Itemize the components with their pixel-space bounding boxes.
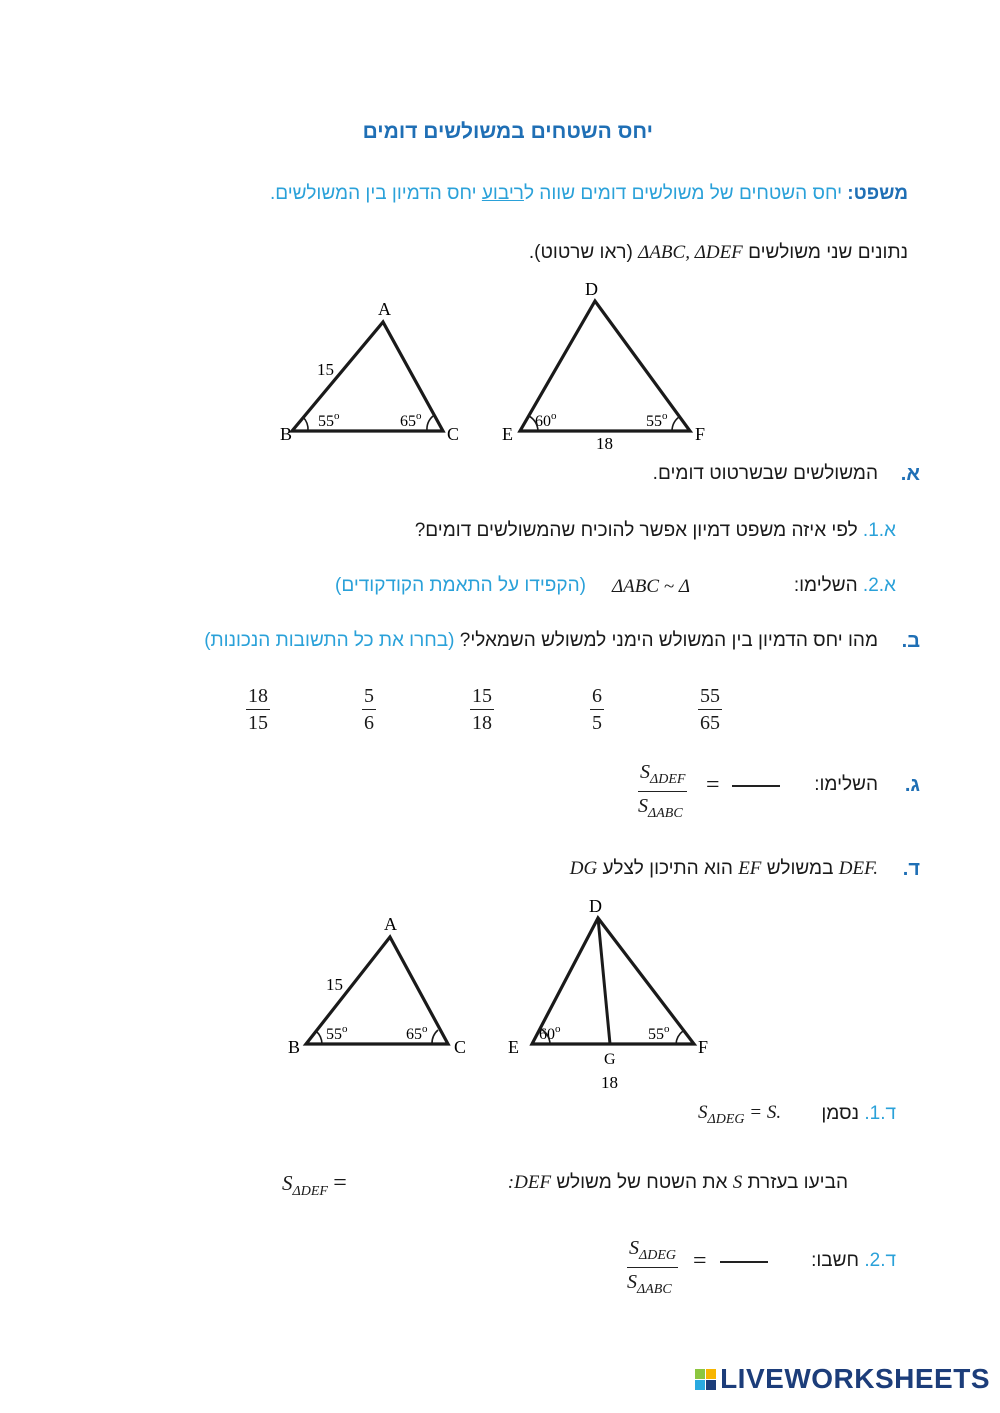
section-c-marker: ג. bbox=[904, 774, 920, 796]
triangles-figure-2 bbox=[280, 890, 740, 1095]
angle-f-2: 55$^o$ bbox=[648, 1023, 670, 1043]
vertex-c: C bbox=[447, 424, 460, 444]
angle-b-2: 55$^o$ bbox=[326, 1023, 348, 1043]
question-a1-number: א.1. bbox=[862, 520, 896, 541]
section-d-marker: ד. bbox=[902, 858, 920, 880]
question-a2-math: ΔABC ~ Δ bbox=[612, 576, 690, 597]
ratio-option-2[interactable]: $\frac{6}{5}$ bbox=[592, 685, 602, 734]
logo-mark-icon bbox=[695, 1369, 716, 1390]
theorem-label: משפט: bbox=[847, 183, 908, 204]
side-ab-length-2: 15 bbox=[326, 975, 343, 994]
side-ab-length: 15 bbox=[317, 360, 334, 379]
ratio-option-4[interactable]: $\frac{5}{6}$ bbox=[364, 685, 374, 734]
given-math: ΔABC, ΔDEF bbox=[638, 242, 743, 263]
question-d1-text: נסמן bbox=[821, 1103, 860, 1124]
ratio-option-1[interactable]: $\frac{55}{65}$ bbox=[700, 685, 720, 734]
vertex-f-2: F bbox=[698, 1037, 709, 1057]
vertex-c-2: C bbox=[454, 1037, 467, 1057]
vertex-d: D bbox=[585, 279, 598, 299]
question-d1 bbox=[821, 1103, 896, 1125]
question-d2-equals: = bbox=[693, 1248, 707, 1274]
vertex-a: A bbox=[378, 299, 391, 319]
angle-c-2: 65$^o$ bbox=[406, 1023, 428, 1043]
section-d-text: DG הוא התיכון לצלע EF במשולש DEF. bbox=[569, 858, 878, 879]
vertex-g: G bbox=[604, 1051, 616, 1068]
vertex-f: F bbox=[695, 424, 706, 444]
median-dg bbox=[598, 918, 610, 1044]
section-c-answer-blank[interactable] bbox=[732, 785, 780, 787]
theorem-text-before: יחס השטחים של משולשים דומים שווה ל bbox=[523, 183, 848, 204]
question-a1 bbox=[415, 520, 896, 542]
area-def-answer-label: $S_{\Delta DEF}$ = bbox=[282, 1170, 347, 1200]
section-b-line bbox=[204, 630, 878, 652]
question-d2 bbox=[811, 1250, 896, 1272]
question-a2-label: השלימו: bbox=[793, 575, 858, 596]
question-d2-label: חשבו: bbox=[811, 1250, 860, 1271]
vertex-e: E bbox=[502, 424, 513, 444]
section-c-equals: = bbox=[706, 772, 720, 798]
angle-f: 55$^o$ bbox=[646, 410, 668, 430]
theorem-line bbox=[270, 183, 908, 205]
side-ef-length-2: 18 bbox=[601, 1073, 618, 1092]
question-d1-number: ד.1. bbox=[864, 1103, 896, 1124]
question-d2-number: ד.2. bbox=[864, 1250, 896, 1271]
question-d2-answer-blank[interactable] bbox=[720, 1261, 768, 1263]
question-d1-express: הביעו בעזרת S את השטח של משולש DEF: bbox=[507, 1172, 848, 1193]
angle-b: 55$^o$ bbox=[318, 410, 340, 430]
vertex-b: B bbox=[280, 424, 293, 444]
question-a2-hint: (הקפידו על התאמת הקודקודים) bbox=[335, 575, 586, 596]
question-a2-number: א.2. bbox=[862, 575, 896, 596]
section-a-marker: א. bbox=[900, 463, 920, 485]
question-a2 bbox=[794, 575, 896, 597]
side-ef-length: 18 bbox=[596, 434, 613, 453]
area-ratio-def-abc: $S_{\Delta DEF}$ $S_{\Delta ABC}$ bbox=[638, 761, 686, 821]
given-suffix: (ראו שרטוט). bbox=[528, 242, 633, 263]
theorem-underlined: ריבוע bbox=[481, 183, 524, 204]
vertex-e-2: E bbox=[508, 1037, 519, 1057]
ratio-option-3[interactable]: $\frac{15}{18}$ bbox=[472, 685, 492, 734]
given-text: נתונים שני משולשים bbox=[748, 242, 908, 263]
section-b-hint: (בחרו את כל התשובות הנכונות) bbox=[204, 630, 455, 651]
given-line bbox=[529, 242, 908, 264]
question-d1-math: $S_{\Delta DEG} = S$. bbox=[698, 1102, 782, 1127]
question-a1-text: לפי איזה משפט דמיון אפשר להוכיח שהמשולשים דומים? bbox=[414, 520, 858, 541]
liveworksheets-logo bbox=[695, 1363, 990, 1395]
vertex-b-2: B bbox=[288, 1037, 301, 1057]
section-c-label: השלימו: bbox=[814, 774, 878, 795]
page-title: יחס השטחים במשולשים דומים bbox=[362, 120, 653, 143]
angle-e: 60$^o$ bbox=[535, 410, 557, 430]
section-b-text: מהו יחס הדמיון בין המשולש הימני למשולש השמאלי? bbox=[459, 630, 878, 651]
vertex-d-2: D bbox=[589, 896, 602, 916]
logo-text: LIVEWORKSHEETS bbox=[720, 1363, 990, 1394]
ratio-option-5[interactable]: $\frac{18}{15}$ bbox=[248, 685, 268, 734]
theorem-text-after: יחס הדמיון בין המשולשים. bbox=[269, 183, 482, 204]
angle-e-2: 60$^o$ bbox=[539, 1023, 561, 1043]
triangles-figure-1 bbox=[270, 275, 730, 455]
section-a-text: המשולשים שבשרטוט דומים. bbox=[652, 463, 878, 484]
vertex-a-2: A bbox=[384, 914, 397, 934]
area-ratio-deg-abc: $S_{\Delta DEG}$ $S_{\Delta ABC}$ bbox=[627, 1237, 676, 1297]
angle-c: 65$^o$ bbox=[400, 410, 422, 430]
section-b-marker: ב. bbox=[901, 630, 920, 652]
